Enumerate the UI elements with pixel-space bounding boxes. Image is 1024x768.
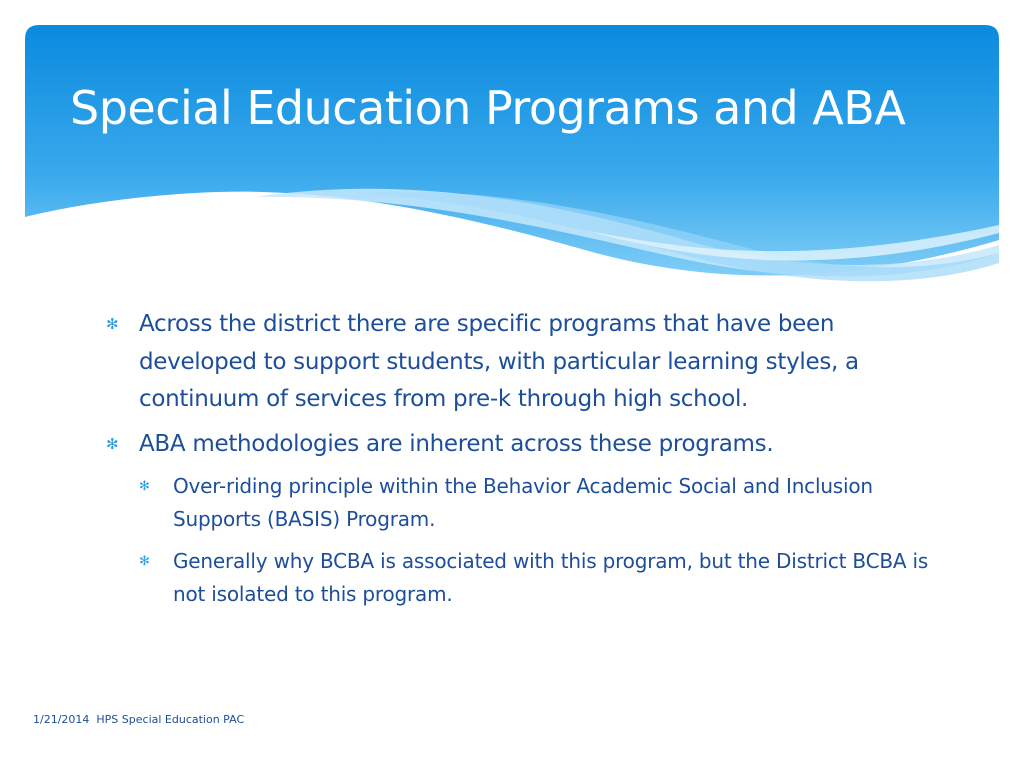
- slide-title: Special Education Programs and ABA: [70, 81, 906, 135]
- wave-banner-graphic: [25, 25, 999, 290]
- sub-bullet-text: Over-riding principle within the Behavior Academic Social and Inclusion Supports (BASIS) Program.: [173, 474, 873, 531]
- sub-bullet-item: [139, 470, 936, 536]
- bullet-text: Across the district there are specific programs that have been developed to support students, with particular learning styles, a continuum of services from pre-k through high school.: [139, 311, 859, 412]
- asterisk-bullet-icon: ✻: [106, 315, 119, 333]
- asterisk-bullet-icon: ✻: [139, 554, 150, 569]
- asterisk-bullet-icon: ✻: [139, 479, 150, 494]
- slide-body: [106, 306, 936, 620]
- footer-date: 1/21/2014: [33, 713, 90, 726]
- sub-bullet-item: [139, 545, 936, 611]
- bullet-text: ABA methodologies are inherent across these programs.: [139, 430, 774, 457]
- bullet-item: [106, 306, 936, 419]
- slide-footer: [33, 712, 244, 728]
- bullet-item: [106, 426, 936, 464]
- sub-bullet-text: Generally why BCBA is associated with this program, but the District BCBA is not isolated to this program.: [173, 549, 929, 606]
- asterisk-bullet-icon: ✻: [106, 434, 119, 453]
- title-banner: [25, 25, 999, 290]
- footer-label: HPS Special Education PAC: [96, 713, 245, 726]
